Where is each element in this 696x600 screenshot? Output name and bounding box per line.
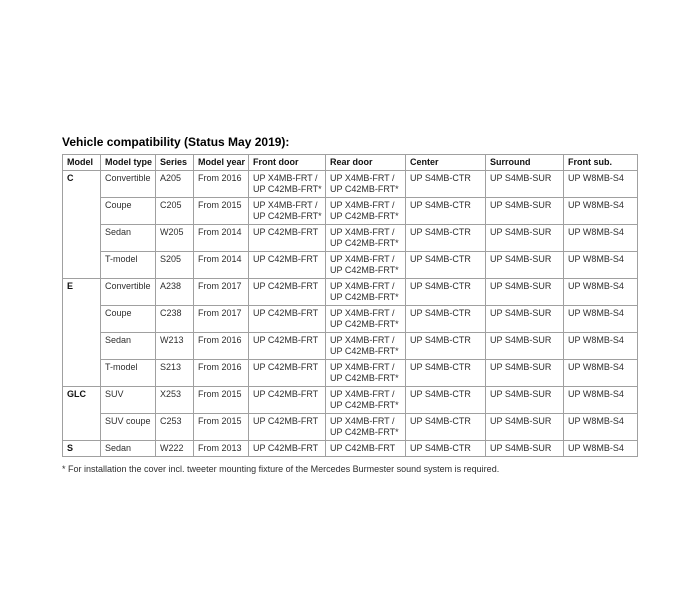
table-row: [63, 441, 638, 457]
cell-series: S213: [156, 360, 194, 387]
cell-front-sub: UP W8MB-S4: [564, 279, 638, 306]
cell-model-group: S: [63, 441, 101, 457]
cell-rear-door: UP X4MB-FRT / UP C42MB-FRT*: [326, 387, 406, 414]
cell-rear-door: UP X4MB-FRT / UP C42MB-FRT*: [326, 252, 406, 279]
cell-model-type: Sedan: [101, 441, 156, 457]
table-row: [63, 306, 638, 333]
cell-rear-door: UP X4MB-FRT / UP C42MB-FRT*: [326, 306, 406, 333]
cell-surround: UP S4MB-SUR: [486, 225, 564, 252]
column-header-series: Series: [156, 155, 194, 171]
cell-model-year: From 2014: [194, 252, 249, 279]
cell-rear-door: UP X4MB-FRT / UP C42MB-FRT*: [326, 360, 406, 387]
cell-model-type: Convertible: [101, 171, 156, 198]
cell-surround: UP S4MB-SUR: [486, 360, 564, 387]
cell-rear-door: UP X4MB-FRT / UP C42MB-FRT*: [326, 279, 406, 306]
table-row: [63, 360, 638, 387]
cell-model-group: GLC: [63, 387, 101, 441]
column-header-front-sub: Front sub.: [564, 155, 638, 171]
table-row: [63, 333, 638, 360]
table-row: [63, 225, 638, 252]
cell-model-type: SUV coupe: [101, 414, 156, 441]
cell-front-door: UP C42MB-FRT: [249, 360, 326, 387]
cell-series: S205: [156, 252, 194, 279]
table-row: [63, 198, 638, 225]
cell-center: UP S4MB-CTR: [406, 360, 486, 387]
cell-surround: UP S4MB-SUR: [486, 387, 564, 414]
cell-front-door: UP C42MB-FRT: [249, 333, 326, 360]
cell-series: W213: [156, 333, 194, 360]
cell-model-year: From 2017: [194, 279, 249, 306]
table-body: [63, 171, 638, 457]
column-header-center: Center: [406, 155, 486, 171]
cell-front-sub: UP W8MB-S4: [564, 171, 638, 198]
table-row: [63, 279, 638, 306]
cell-front-door: UP C42MB-FRT: [249, 252, 326, 279]
cell-surround: UP S4MB-SUR: [486, 306, 564, 333]
table-row: [63, 252, 638, 279]
cell-front-sub: UP W8MB-S4: [564, 360, 638, 387]
cell-surround: UP S4MB-SUR: [486, 198, 564, 225]
cell-series: C253: [156, 414, 194, 441]
cell-rear-door: UP X4MB-FRT / UP C42MB-FRT*: [326, 414, 406, 441]
cell-model-year: From 2015: [194, 387, 249, 414]
cell-rear-door: UP X4MB-FRT / UP C42MB-FRT*: [326, 333, 406, 360]
table-row: [63, 414, 638, 441]
column-header-model-year: Model year: [194, 155, 249, 171]
cell-front-door: UP C42MB-FRT: [249, 441, 326, 457]
cell-model-year: From 2015: [194, 414, 249, 441]
cell-rear-door: UP X4MB-FRT / UP C42MB-FRT*: [326, 198, 406, 225]
footnote: * For installation the cover incl. tweeter mounting fixture of the Mercedes Burmester sound system is required.: [62, 464, 500, 474]
cell-center: UP S4MB-CTR: [406, 306, 486, 333]
cell-model-type: SUV: [101, 387, 156, 414]
cell-model-type: Coupe: [101, 306, 156, 333]
cell-front-sub: UP W8MB-S4: [564, 387, 638, 414]
cell-model-group: C: [63, 171, 101, 279]
cell-surround: UP S4MB-SUR: [486, 414, 564, 441]
cell-front-door: UP C42MB-FRT: [249, 279, 326, 306]
cell-surround: UP S4MB-SUR: [486, 279, 564, 306]
cell-center: UP S4MB-CTR: [406, 198, 486, 225]
cell-model-year: From 2014: [194, 225, 249, 252]
cell-model-type: T-model: [101, 360, 156, 387]
cell-model-type: Coupe: [101, 198, 156, 225]
table-row: [63, 171, 638, 198]
cell-front-door: UP C42MB-FRT: [249, 306, 326, 333]
cell-center: UP S4MB-CTR: [406, 414, 486, 441]
cell-rear-door: UP X4MB-FRT / UP C42MB-FRT*: [326, 171, 406, 198]
cell-model-year: From 2016: [194, 171, 249, 198]
cell-rear-door: UP C42MB-FRT: [326, 441, 406, 457]
cell-front-door: UP X4MB-FRT / UP C42MB-FRT*: [249, 171, 326, 198]
header-row: [63, 155, 638, 171]
cell-center: UP S4MB-CTR: [406, 333, 486, 360]
vehicle-compatibility-table: [62, 154, 638, 457]
cell-center: UP S4MB-CTR: [406, 387, 486, 414]
cell-center: UP S4MB-CTR: [406, 225, 486, 252]
cell-model-year: From 2015: [194, 198, 249, 225]
cell-surround: UP S4MB-SUR: [486, 171, 564, 198]
column-header-front-door: Front door: [249, 155, 326, 171]
document-page: [62, 135, 638, 475]
table-row: [63, 387, 638, 414]
cell-front-door: UP C42MB-FRT: [249, 225, 326, 252]
cell-series: X253: [156, 387, 194, 414]
cell-model-year: From 2016: [194, 360, 249, 387]
cell-center: UP S4MB-CTR: [406, 441, 486, 457]
cell-front-sub: UP W8MB-S4: [564, 333, 638, 360]
cell-center: UP S4MB-CTR: [406, 252, 486, 279]
cell-front-sub: UP W8MB-S4: [564, 252, 638, 279]
cell-series: W222: [156, 441, 194, 457]
cell-series: C205: [156, 198, 194, 225]
cell-series: A205: [156, 171, 194, 198]
cell-front-sub: UP W8MB-S4: [564, 198, 638, 225]
cell-front-door: UP C42MB-FRT: [249, 414, 326, 441]
cell-model-type: Sedan: [101, 225, 156, 252]
cell-surround: UP S4MB-SUR: [486, 252, 564, 279]
cell-series: C238: [156, 306, 194, 333]
cell-surround: UP S4MB-SUR: [486, 333, 564, 360]
cell-series: W205: [156, 225, 194, 252]
cell-model-type: Convertible: [101, 279, 156, 306]
cell-front-sub: UP W8MB-S4: [564, 414, 638, 441]
column-header-model-type: Model type: [101, 155, 156, 171]
column-header-rear-door: Rear door: [326, 155, 406, 171]
cell-front-sub: UP W8MB-S4: [564, 306, 638, 333]
cell-model-year: From 2013: [194, 441, 249, 457]
cell-model-group: E: [63, 279, 101, 387]
cell-front-door: UP C42MB-FRT: [249, 387, 326, 414]
cell-series: A238: [156, 279, 194, 306]
cell-center: UP S4MB-CTR: [406, 171, 486, 198]
cell-model-year: From 2016: [194, 333, 249, 360]
cell-front-sub: UP W8MB-S4: [564, 441, 638, 457]
cell-front-door: UP X4MB-FRT / UP C42MB-FRT*: [249, 198, 326, 225]
page-title: Vehicle compatibility (Status May 2019):: [62, 135, 290, 149]
cell-rear-door: UP X4MB-FRT / UP C42MB-FRT*: [326, 225, 406, 252]
cell-surround: UP S4MB-SUR: [486, 441, 564, 457]
cell-center: UP S4MB-CTR: [406, 279, 486, 306]
cell-model-type: T-model: [101, 252, 156, 279]
column-header-surround: Surround: [486, 155, 564, 171]
cell-front-sub: UP W8MB-S4: [564, 225, 638, 252]
cell-model-year: From 2017: [194, 306, 249, 333]
column-header-model: Model: [63, 155, 101, 171]
cell-model-type: Sedan: [101, 333, 156, 360]
